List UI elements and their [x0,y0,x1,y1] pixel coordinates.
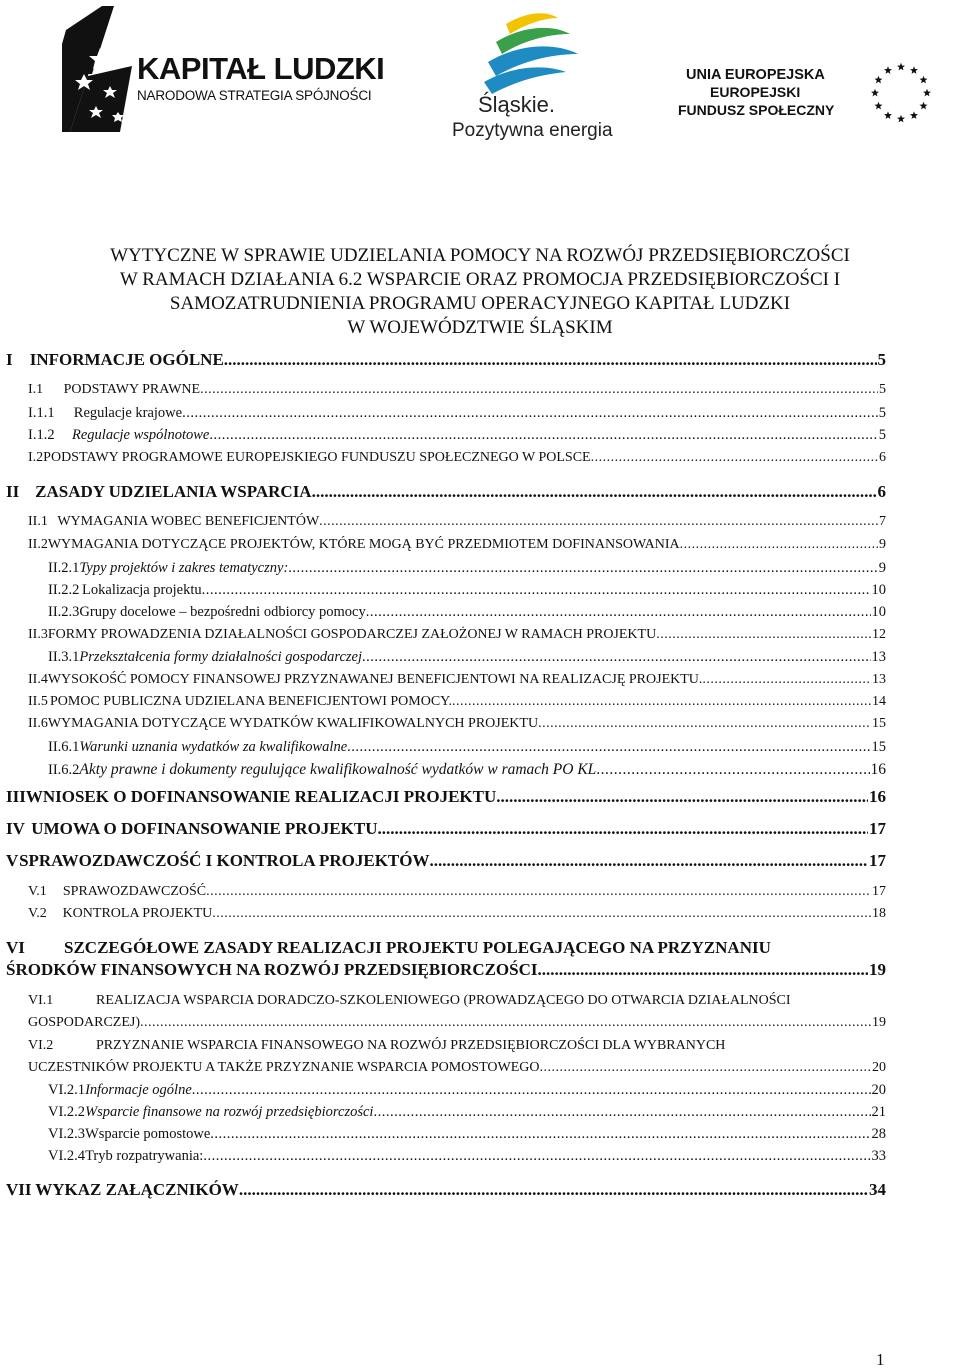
toc-title: WYMAGANIA WOBEC BENEFICJENTÓW [57,514,320,529]
toc-leader [538,960,869,980]
toc-entry[interactable] [28,627,886,651]
title-line-3: SAMOZATRUDNIENIA PROGRAMU OPERACYJNEGO KAPITAŁ LUDZKI [169,293,791,314]
toc-title: Regulacje krajowe [73,405,183,421]
toc-page: 12 [872,627,886,642]
toc-entry-line-2[interactable] [6,960,886,984]
toc-entry[interactable] [28,694,886,718]
toc-title: SZCZEGÓŁOWE ZASADY REALIZACJI PROJEKTU POLEGAJĄCEGO NA PRZYZNANIU [64,938,771,957]
toc-entry[interactable] [28,514,886,538]
toc-title: Tryb rozpatrywania: [85,1148,204,1164]
toc-title: Informacje ogólne [85,1082,192,1098]
toc-leader [377,819,868,839]
toc-entry[interactable] [28,716,886,740]
slaskie-logo [448,8,618,143]
title-line-4: W WOJEWÓDZTWIE ŚLĄSKIM [347,317,613,338]
page-number: 1 [876,1350,885,1369]
toc-number: I.1.2 [28,427,55,443]
toc-title: PODSTAWY PROGRAMOWE EUROPEJSKIEGO FUNDUSZU SPOŁECZNEGO W POLSCE [43,450,591,465]
toc-entry[interactable] [6,482,886,506]
toc-entry[interactable] [6,1180,886,1204]
toc-page: 16 [870,761,886,778]
toc-page: 15 [872,716,886,731]
eu-fund-label: FUNDUSZ SPOŁECZNY [678,102,835,118]
toc-number: III [6,787,26,806]
toc-entry[interactable] [28,884,886,908]
toc-entry[interactable] [28,405,886,429]
eu-star-icon [920,76,928,84]
toc-title: PODSTAWY PRAWNE [63,382,201,397]
title-line-1: WYTYCZNE W SPRAWIE UDZIELANIA POMOCY NA ROZWÓJ PRZEDSIĘBIORCZOŚCI [110,245,850,266]
toc-number: II [6,482,20,501]
eu-star-icon [884,66,892,74]
toc-entry-line-2[interactable] [28,1015,886,1039]
kapital-ludzki-logo [62,4,385,134]
toc-entry[interactable] [48,1104,886,1128]
toc-leader [140,1015,871,1031]
eu-european-label: EUROPEJSKI [710,84,801,100]
toc-page: 17 [872,884,886,899]
toc-title: Akty prawne i dokumenty regulujące kwalifikowalność wydatków w ramach PO KL [79,761,597,778]
toc-leader [362,649,870,666]
toc-title: UMOWA O DOFINANSOWANIE PROJEKTU [31,819,378,838]
toc-title: PRZYZNANIE WSPARCIA FINANSOWEGO NA ROZWÓJ PRZEDSIĘBIORCZOŚCI DLA WYBRANYCH [96,1038,726,1053]
toc-title: SPRAWOZDAWCZOŚĆ I KONTROLA PROJEKTÓW [19,851,430,870]
toc-title: REALIZACJA WSPARCIA DORADCZO-SZKOLENIOWEGO (PROWADZĄCEGO DO OTWARCIA DZIAŁALNOŚCI [96,993,791,1008]
toc-leader [680,537,878,553]
toc-title: KONTROLA PROJEKTU [62,906,213,921]
toc-page: 33 [871,1148,886,1164]
eu-star-icon [874,76,882,84]
toc-number: VI.1 [28,993,54,1008]
toc-entry[interactable] [28,382,886,406]
toc-page: 17 [869,851,886,870]
toc-page: 5 [879,382,886,397]
toc-entry[interactable] [28,427,886,451]
toc-title: POMOC PUBLICZNA UDZIELANA BENEFICJENTOWI POMOCY. [49,694,452,709]
toc-page: 19 [872,1015,886,1030]
toc-leader [182,405,878,422]
toc-number: VI.2.3 [48,1126,86,1142]
toc-title: Przekształcenia formy działalności gospodarczej [79,649,363,665]
eu-star-icon [923,89,931,97]
toc-page: 5 [878,405,886,421]
toc-leader [591,450,878,466]
toc-page: 19 [869,960,886,979]
toc-number: II.2.1 [48,560,80,576]
toc-number: II.1 [28,514,48,529]
toc-entry[interactable] [28,672,886,696]
toc-number: II.6 [28,716,48,731]
toc-leader [203,1148,870,1165]
toc-title: Wsparcie pomostowe [85,1126,211,1142]
toc-leader [430,851,869,871]
toc-title: ZASADY UDZIELANIA WSPARCIA [35,482,312,501]
toc-number: V.1 [28,884,47,899]
toc-leader [202,582,871,599]
toc-title: Typy projektów i zakres tematyczny: [79,560,289,576]
eu-logo [678,50,948,130]
kapital-ludzki-name: KAPITAŁ LUDZKI [137,51,385,86]
toc-title: WYSOKOŚĆ POMOCY FINANSOWEJ PRZYZNAWANEJ BENEFICJENTOWI NA REALIZACJĘ PROJEKTU. [47,672,703,687]
toc-number: VI.2.4 [48,1148,86,1164]
toc-entry[interactable] [48,560,886,584]
eu-star-icon [884,111,892,119]
eu-star-icon [871,89,879,97]
toc-entry[interactable] [28,537,886,561]
toc-title: WYMAGANIA DOTYCZĄCE WYDATKÓW KWALIFIKOWALNYCH PROJEKTU [47,716,539,731]
toc-title: Wsparcie finansowe na rozwój przedsiębiorczości [85,1104,374,1120]
eu-star-icon [910,66,918,74]
toc-entry[interactable] [48,649,886,673]
toc-leader [210,1126,870,1143]
toc-number: II.2.3 [48,604,80,620]
toc-page: 9 [878,560,886,576]
toc-leader [209,427,877,444]
toc-leader [239,1180,868,1200]
toc-leader [373,1104,870,1121]
toc-number: I.2 [28,450,44,465]
toc-page: 6 [879,450,886,465]
toc-number: VI.2.1 [48,1082,86,1098]
toc-title: WYKAZ ZAŁĄCZNIKÓW [35,1180,239,1199]
toc-page: 13 [871,649,886,665]
eu-stars-flag-icon [866,58,936,128]
toc-entry[interactable] [28,906,886,930]
toc-leader [452,694,871,710]
eu-star-icon [897,115,905,123]
toc-number: VI [6,938,25,957]
toc-entry-line-1[interactable] [6,938,886,962]
toc-leader [200,382,878,398]
toc-entry[interactable] [48,1126,886,1150]
toc-leader [312,482,877,502]
toc-number: I [6,350,13,369]
toc-title: WYMAGANIA DOTYCZĄCE PROJEKTÓW, KTÓRE MOGĄ BYĆ PRZEDMIOTEM DOFINANSOWANIA [47,537,680,552]
toc-number: II.4 [28,672,48,687]
toc-page: 16 [869,787,886,806]
toc-number: VII [6,1180,32,1199]
toc-page: 9 [879,537,886,552]
toc-title: INFORMACJE OGÓLNE [29,350,224,369]
toc-entry-line-2[interactable] [28,1060,886,1084]
toc-leader [596,761,869,779]
toc-leader [224,350,877,370]
toc-title: Warunki uznania wydatków za kwalifikowalne [79,739,348,755]
toc-leader [702,672,871,688]
toc-entry[interactable] [6,787,886,811]
toc-title: Regulacje wspólnotowe [72,427,210,443]
toc-title: Lokalizacja projektu [82,582,202,598]
slaskie-waves-icon [466,8,596,98]
toc-leader [538,716,871,732]
slaskie-slogan: Pozytywna energia [452,120,613,141]
toc-page: 10 [871,582,886,598]
toc-entry[interactable] [6,819,886,843]
toc-leader [212,906,871,922]
eu-union-label: UNIA EUROPEJSKA [686,67,825,83]
toc-leader [206,884,871,900]
toc-number: IV [6,819,25,838]
slaskie-name: Śląskie. [478,92,556,117]
eu-star-icon [920,102,928,110]
toc-number: V [6,851,19,870]
toc-number: II.2 [28,537,48,552]
toc-entry-line-1[interactable] [28,993,886,1017]
toc-entry[interactable] [28,450,886,474]
toc-page: 17 [869,819,886,838]
eu-star-icon [897,63,905,71]
toc-entry[interactable] [48,1148,886,1172]
toc-page: 7 [879,514,886,529]
toc-number: V.2 [28,906,47,921]
toc-leader [539,1060,871,1076]
toc-title: Grupy docelowe – bezpośredni odbiorcy pomocy [79,604,366,620]
document-title [30,244,930,340]
toc-leader [192,1082,871,1099]
toc-page: 21 [871,1104,886,1120]
eu-star-icon [874,102,882,110]
toc-entry[interactable] [48,761,886,785]
toc-page: 14 [872,694,886,709]
toc-leader [496,787,868,807]
kapital-ludzki-emblem-icon [62,4,134,132]
toc-entry-line-1[interactable] [28,1038,886,1062]
toc-page: 10 [871,604,886,620]
toc-leader [366,604,871,621]
toc-number: II.2.2 [48,582,80,598]
title-line-2: W RAMACH DZIAŁANIA 6.2 WSPARCIE ORAZ PROMOCJA PRZEDSIĘBIORCZOŚCI I [119,269,841,290]
toc-entry[interactable] [6,350,886,374]
toc-leader [347,739,870,756]
toc-page: 5 [877,350,886,369]
toc-title-continued: GOSPODARCZEJ) [28,1015,141,1030]
toc-entry[interactable] [48,582,886,606]
toc-number: VI.2.2 [48,1104,86,1120]
toc-number: II.3 [28,627,48,642]
toc-number: II.6.1 [48,739,80,755]
toc-page: 20 [871,1082,886,1098]
toc-leader [319,514,878,530]
toc-leader [288,560,877,577]
toc-page: 28 [871,1126,886,1142]
toc-title: WNIOSEK O DOFINANSOWANIE REALIZACJI PROJEKTU [25,787,497,806]
toc-number: II.6.2 [48,762,80,778]
toc-number: II.5 [28,694,48,709]
toc-title-continued: UCZESTNIKÓW PROJEKTU A TAKŻE PRZYZNANIE WSPARCIA POMOSTOWEGO [28,1060,540,1075]
toc-title: SPRAWOZDAWCZOŚĆ [62,884,207,899]
toc-leader [656,627,871,643]
toc-number: VI.2 [28,1038,54,1053]
toc-number: II.3.1 [48,649,80,665]
toc-entry[interactable] [48,739,886,763]
toc-page: 5 [878,427,886,443]
toc-page: 18 [872,906,886,921]
toc-entry[interactable] [6,851,886,875]
toc-entry[interactable] [48,1082,886,1106]
toc-number: I.1 [28,382,44,397]
toc-number: I.1.1 [28,405,55,421]
toc-entry[interactable] [48,604,886,628]
toc-page: 13 [872,672,886,687]
toc-page: 20 [872,1060,886,1075]
toc-title-continued: ŚRODKÓW FINANSOWYCH NA ROZWÓJ PRZEDSIĘBIORCZOŚCI [6,960,538,979]
toc-title: FORMY PROWADZENIA DZIAŁALNOŚCI GOSPODARCZEJ ZAŁOŻONEJ W RAMACH PROJEKTU [47,627,657,642]
toc-page: 34 [869,1180,886,1199]
eu-star-icon [910,111,918,119]
toc-page: 6 [877,482,886,501]
kapital-ludzki-subtitle: NARODOWA STRATEGIA SPÓJNOŚCI [137,88,372,103]
toc-page: 15 [871,739,886,755]
